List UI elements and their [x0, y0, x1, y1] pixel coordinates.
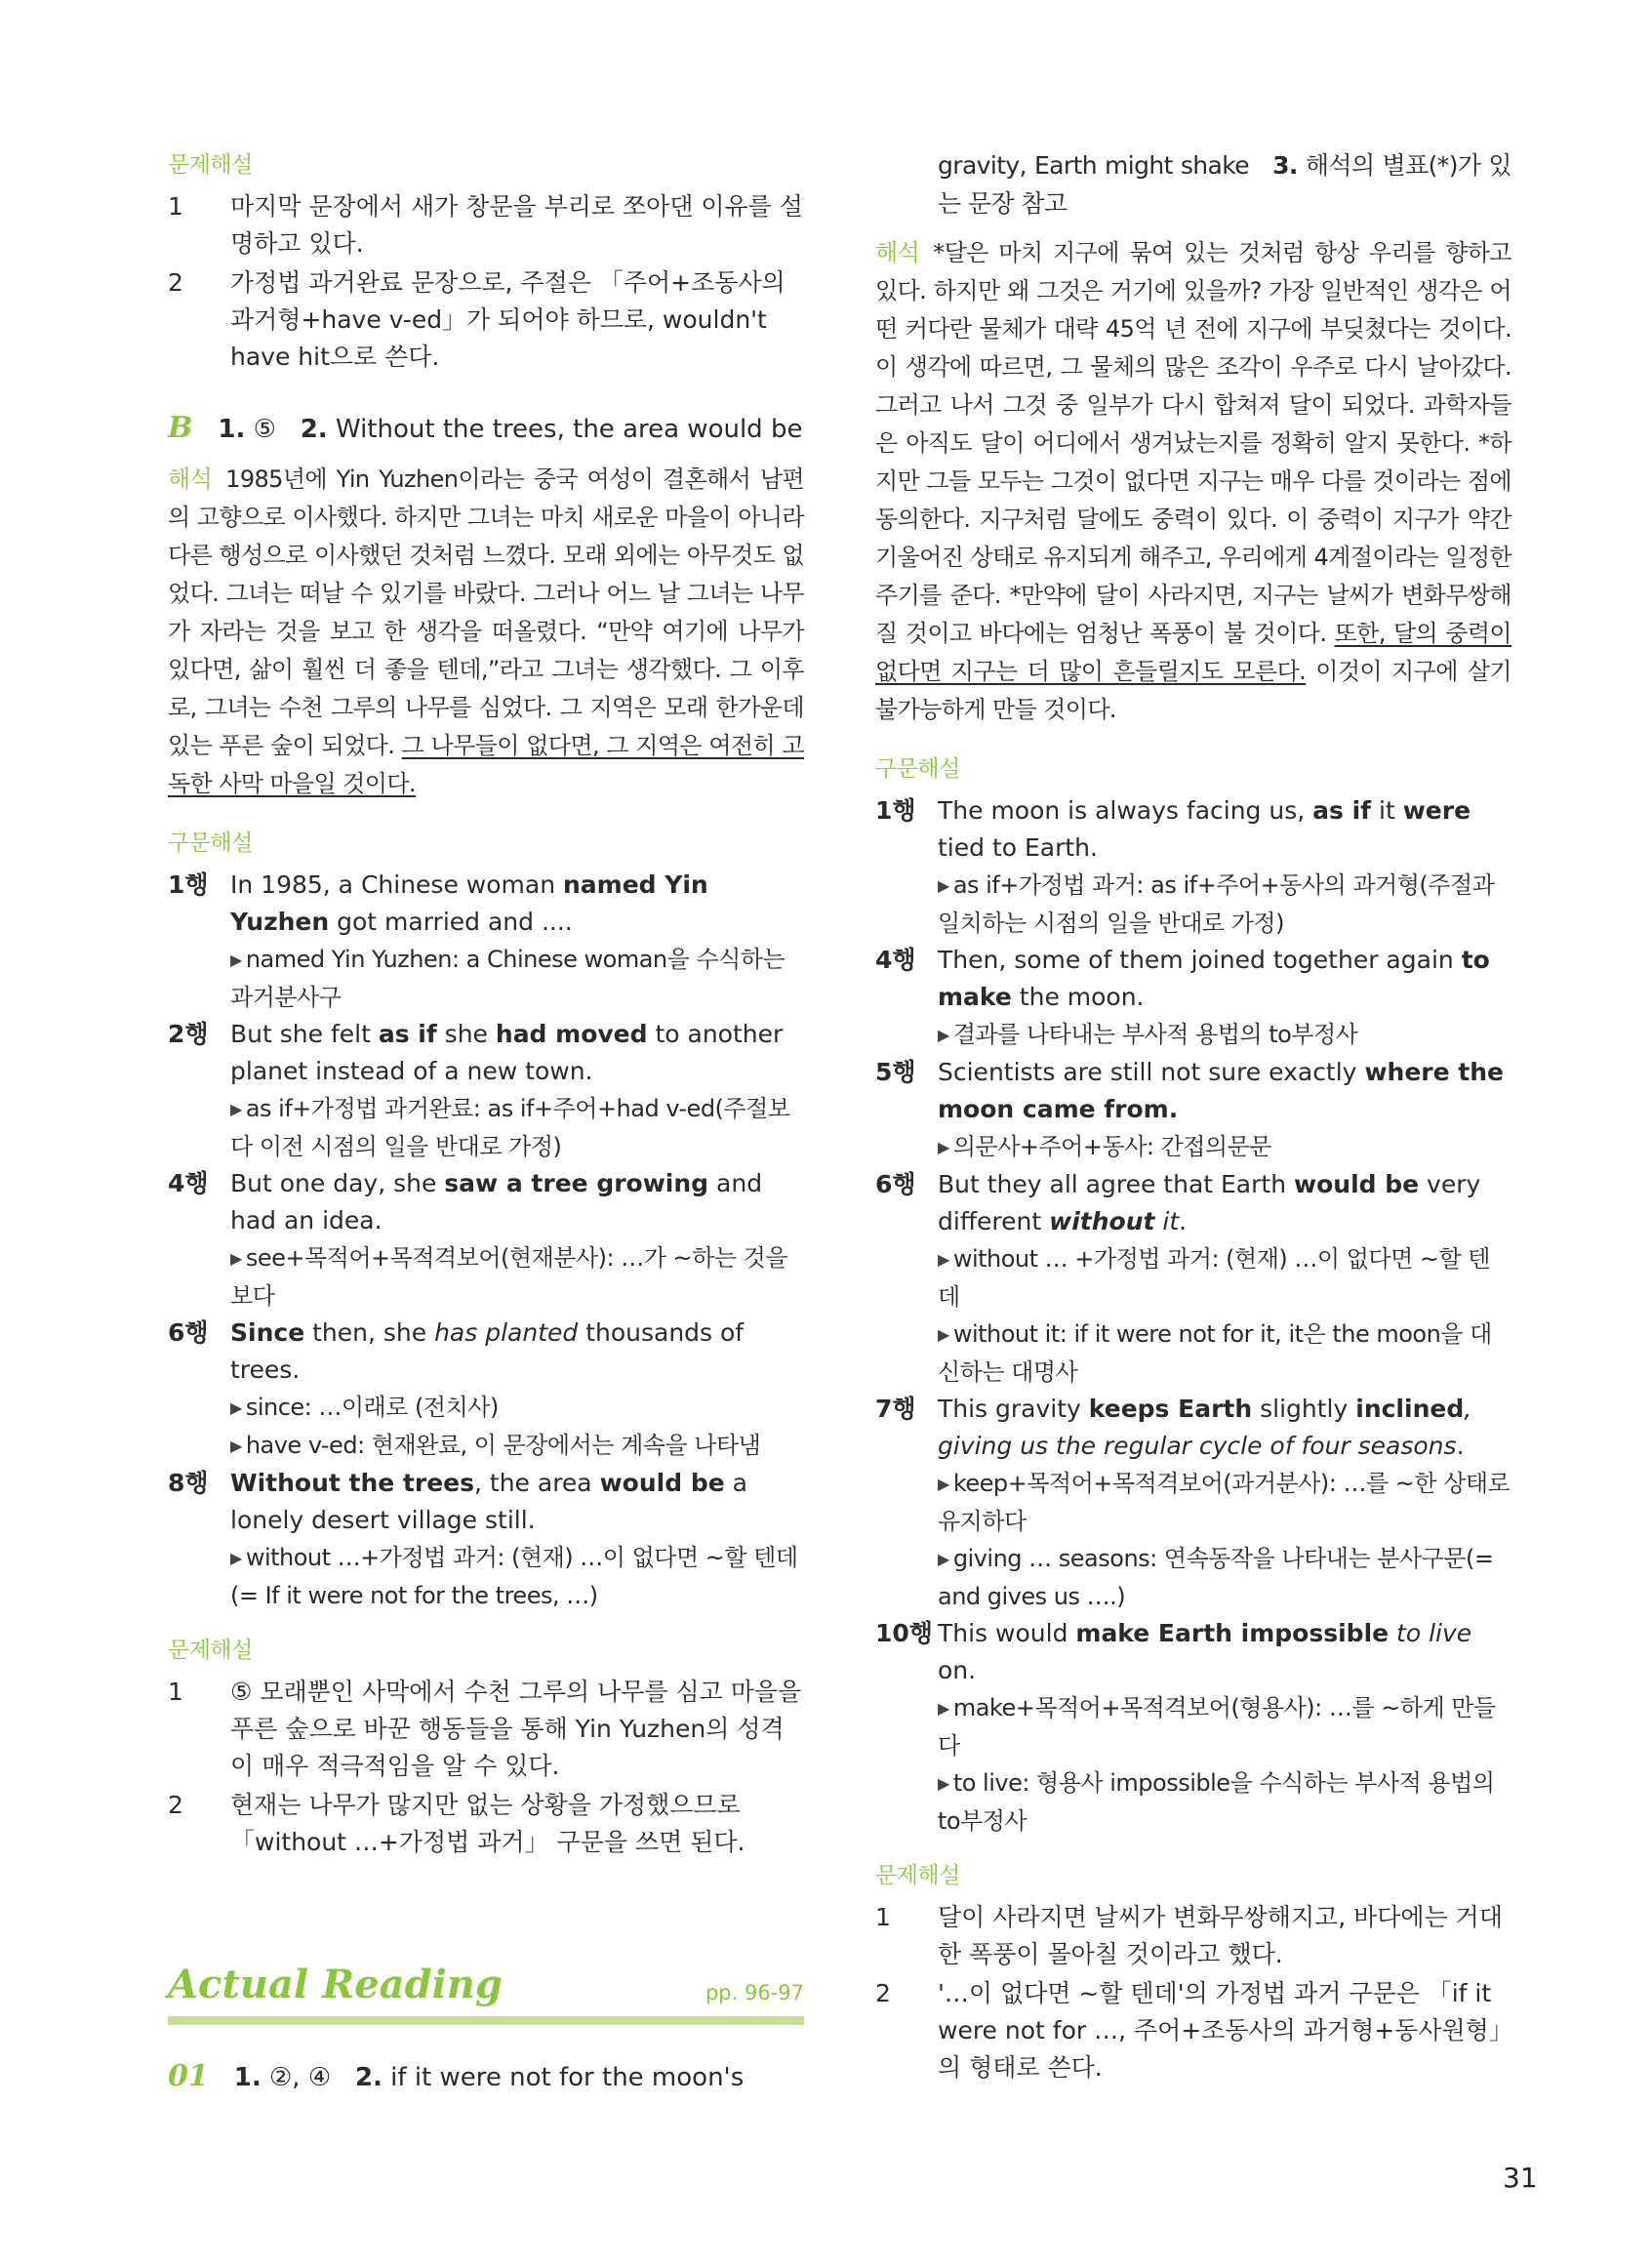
translation-label: 해석 [875, 239, 920, 266]
answer-number: 3. [1272, 151, 1298, 180]
list-item [168, 188, 804, 263]
translation-tail: 이것이 지구에 살기 불가능하게 만들 것이다. [875, 658, 1511, 723]
sentence-italic: , giving us the regular cycle of four seasons [938, 1395, 1472, 1460]
line-number: 10행 [875, 1619, 933, 1647]
section-title-problem-explanation: 문제해설 [168, 152, 253, 178]
triangle-right-icon: ▶ [938, 1138, 949, 1156]
item-text: ⑤ 모래뿐인 사막에서 수천 그루의 나무를 심고 마을을 푸른 숲으로 바꾼 행동들을 통해 Yin Yuzhen의 성격이 매우 적극적임을 알 수 있다. [230, 1678, 802, 1780]
structure-note [875, 1128, 1511, 1166]
sentence-part: very different [938, 1170, 1481, 1235]
sentence-part: tied to Earth. [938, 833, 1098, 862]
triangle-right-icon: ▶ [938, 1550, 949, 1568]
structure-sentence [168, 1016, 804, 1090]
structure-sentence [168, 1165, 804, 1239]
translation-body: *달은 마치 지구에 묶여 있는 것처럼 항상 우리를 향하고 있다. 하지만 왜 그것은 거기에 있을까? 가장 일반적인 생각은 어떤 커다란 물체가 대략 45억 년 전에 지구에 부딪쳤다는 것이다. 이 생각에 따르면, 그 물체의 많은 조각이 우주로 다시 날아갔다. 그러고 나서 그것 중 일부가 다시 합쳐져 달이 되었다. 과학자들은 아직도 달이 어디에서 생겨났는지를 정확히 알지 못한다. *하지만 그들 모두는 그것이 없다면 지구는 매우 다를 것이라는 점에 동의한다. 지구처럼 달에도 중력이 있다. 이 중력이 지구가 약간 기울어진 상태로 유지되게 해주고, 우리에게 4계절이라는 일정한 주기를 준다. *만약에 달이 사라지면, 지구는 날씨가 변화무쌍해질 것이고 바다에는 엄청난 폭풍이 불 것이다. [875, 239, 1511, 647]
sentence-bold: make Earth impossible [1075, 1619, 1390, 1647]
triangle-right-icon: ▶ [230, 1249, 242, 1268]
sentence-bold: where the moon came from. [938, 1058, 1504, 1123]
section-title-problem-explanation: 문제해설 [875, 1863, 960, 1888]
translation-underlined: 또한, 달의 중력이 없다면 지구는 더 많이 흔들릴지도 모른다. [875, 620, 1511, 685]
triangle-right-icon: ▶ [230, 1549, 242, 1567]
item-text: '…이 없다면 ~할 텐데'의 가정법 과거 구문은 「if it were not for …, 주어+조동사의 과거형+동사원형」의 형태로 쓴다. [938, 1979, 1502, 2082]
answer-text: ②, ④ [268, 2063, 332, 2092]
note-text: have v-ed: 현재완료, 이 문장에서는 계속을 나타냄 [245, 1432, 761, 1459]
answer-text: if it were not for the moon's [390, 2063, 745, 2092]
divider-bar [168, 2016, 804, 2025]
structure-note [875, 1465, 1511, 1540]
sentence-part: thousands of trees. [230, 1318, 745, 1384]
sentence-bold: keeps Earth [1088, 1395, 1253, 1423]
actual-reading-header [168, 1962, 804, 2016]
sentence-italic: has planted [434, 1318, 579, 1347]
sentence-part: This gravity [938, 1395, 1089, 1423]
sentence-bold: inclined [1355, 1395, 1465, 1423]
sentence-part: a lonely desert village still. [230, 1469, 747, 1534]
note-text: keep+목적어+목적격보어(과거분사): …를 ~한 상태로 유지하다 [938, 1470, 1511, 1535]
note-text: make+목적어+목적격보어(형용사): …를 ~하게 만들다 [938, 1694, 1496, 1760]
item-number: 1 [168, 1678, 183, 1706]
triangle-right-icon: ▶ [938, 1774, 949, 1793]
translation-underlined: 그 나무들이 없다면, 그 지역은 여전히 고독한 사막 마을일 것이다. [168, 732, 805, 797]
translation-label: 해석 [168, 466, 213, 493]
triangle-right-icon: ▶ [938, 1250, 949, 1269]
note-text: without … +가정법 과거: (현재) …이 없다면 ~할 텐데 [938, 1245, 1490, 1311]
sentence-bold: as if [378, 1020, 437, 1048]
sentence-bold: would be [1294, 1170, 1420, 1198]
sentence-part: The moon is always facing us, [938, 796, 1313, 825]
answer-continuation [875, 146, 1511, 223]
sentence-part: This would [938, 1619, 1076, 1647]
section-title-structure: 구문해설 [168, 830, 253, 856]
line-number: 2행 [168, 1020, 209, 1048]
structure-note [168, 1539, 804, 1614]
note-text: since: …이래로 (전치사) [245, 1394, 499, 1421]
sentence-bold: would be [599, 1469, 725, 1497]
note-text: 의문사+주어+동사: 간접의문문 [952, 1133, 1271, 1160]
item-number: 2 [168, 1791, 183, 1819]
sentence-italic: it [1154, 1207, 1180, 1235]
question-number: 01 [168, 2059, 209, 2093]
item-text: 현재는 나무가 많지만 없는 상황을 가정했으므로 「without …+가정법 과거」 구문을 쓰면 된다. [230, 1791, 745, 1856]
item-number: 1 [875, 1903, 891, 1931]
structure-note [168, 1090, 804, 1165]
list-item [875, 1975, 1511, 2086]
item-text: 마지막 문장에서 새가 창문을 부리로 쪼아댄 이유를 설명하고 있다. [230, 192, 803, 258]
line-number: 4행 [168, 1169, 209, 1197]
part-letter: B [168, 411, 193, 445]
translation-paragraph [875, 234, 1511, 729]
sentence-part: and had an idea. [230, 1169, 763, 1235]
triangle-right-icon: ▶ [230, 1437, 242, 1455]
sentence-part: But she felt [230, 1020, 379, 1048]
structure-sentence [168, 867, 804, 941]
structure-note [875, 1316, 1511, 1391]
sentence-bold: as if [1312, 796, 1372, 825]
translation-paragraph [168, 461, 804, 803]
structure-note [168, 1239, 804, 1315]
triangle-right-icon: ▶ [938, 1699, 949, 1718]
structure-note [875, 1016, 1511, 1054]
structure-sentence [168, 1465, 804, 1539]
translation-body: 1985년에 Yin Yuzhen이라는 중국 여성이 결혼해서 남편의 고향으로 이사했다. 하지만 그녀는 마치 새로운 마을이 아니라 다른 행성으로 이사했던 것처럼 느꼈다. 모래 외에는 아무것도 없었다. 그녀는 떠날 수 있기를 바랐다. 그러나 어느 날 그녀는 나무가 자라는 것을 보고 한 생각을 떠올렸다. “만약 여기에 나무가 있다면, 삶이 훨씬 더 좋을 텐데,”라고 그녀는 생각했다. 그 이후로, 그녀는 수천 그루의 나무를 심었다. 그 지역은 모래 한가운데 있는 푸른 숲이 되었다. [168, 466, 804, 759]
line-number: 4행 [875, 946, 916, 974]
answer-text: 해석의 별표(*)가 있는 문장 참고 [938, 151, 1511, 218]
sentence-part: slightly [1252, 1395, 1356, 1423]
line-number: 8행 [168, 1469, 209, 1497]
structure-note [875, 867, 1511, 942]
answer-number: 2. [354, 2063, 383, 2092]
structure-sentence [875, 942, 1511, 1016]
item-number: 2 [168, 268, 183, 297]
sentence-part: got married and .... [329, 908, 573, 936]
triangle-right-icon: ▶ [938, 1475, 949, 1493]
answer-text: ⑤ [253, 415, 276, 444]
structure-sentence [168, 1315, 804, 1389]
structure-sentence [875, 1615, 1511, 1689]
list-item [168, 1787, 804, 1861]
sentence-part: then, she [304, 1318, 435, 1347]
note-text: without it: if it were not for it, it은 the moon을 대신하는 대명사 [938, 1320, 1492, 1386]
sentence-part: , the area [474, 1469, 600, 1497]
sentence-bold: named Yin Yuzhen [230, 870, 708, 936]
sentence-bold: had moved [495, 1020, 648, 1048]
sentence-bold: Since [230, 1318, 305, 1347]
sentence-part: she [436, 1020, 496, 1048]
triangle-right-icon: ▶ [230, 1100, 242, 1118]
sentence-part: Scientists are still not sure exactly [938, 1058, 1365, 1086]
structure-sentence: 7행 This gravity keeps Earth slightly inclined, giving us the regular cycle of four seasons. [875, 1391, 1511, 1465]
right-column [875, 146, 1511, 2088]
structure-note [875, 1689, 1511, 1764]
sentence-part: But they all agree that Earth [938, 1170, 1295, 1198]
note-text: as if+가정법 과거: as if+주어+동사의 과거형(주절과 일치하는 시점의 일을 반대로 가정) [938, 871, 1495, 937]
structure-sentence [875, 1166, 1511, 1240]
note-text: to live: 형용사 impossible을 수식하는 부사적 용법의 to부정사 [938, 1769, 1495, 1835]
line-number: 7행 [875, 1395, 916, 1423]
page-range: pp. 96-97 [705, 1981, 804, 2004]
answer-number: 1. [218, 415, 246, 444]
structure-sentence [875, 1054, 1511, 1128]
note-text: without …+가정법 과거: (현재) …이 없다면 ~할 텐데(= If it were not for the trees, …) [230, 1544, 798, 1609]
sentence-bold: Without the trees [230, 1469, 474, 1497]
answer-text: gravity, Earth might shake [938, 151, 1250, 180]
structure-sentence [875, 792, 1511, 867]
note-text: 결과를 나타내는 부사적 용법의 to부정사 [952, 1021, 1358, 1048]
sentence-bold-italic: without [1049, 1207, 1155, 1235]
answer-number: 2. [300, 415, 328, 444]
sentence-part: . [1179, 1207, 1188, 1235]
section-title-problem-explanation: 문제해설 [168, 1638, 253, 1663]
actual-reading-title: Actual Reading [168, 1962, 503, 2007]
sentence-part: on. [938, 1656, 977, 1684]
note-text: see+목적어+목적격보어(현재분사): …가 ~하는 것을 보다 [230, 1244, 788, 1310]
sentence-italic: to live [1389, 1619, 1472, 1647]
sentence-bold: saw a tree growing [444, 1169, 709, 1197]
triangle-right-icon: ▶ [938, 1325, 949, 1344]
sentence-bold: to make [938, 946, 1490, 1011]
answer-number: 1. [233, 2063, 262, 2092]
list-item [875, 1899, 1511, 1973]
structure-note [875, 1764, 1511, 1840]
triangle-right-icon: ▶ [230, 951, 242, 969]
triangle-right-icon: ▶ [938, 876, 949, 895]
structure-note [875, 1240, 1511, 1316]
section-title-structure: 구문해설 [875, 756, 960, 782]
line-number: 6행 [168, 1318, 209, 1347]
structure-note [168, 1427, 804, 1465]
note-text: as if+가정법 과거완료: as if+주어+had v-ed(주절보다 이전 시점의 일을 반대로 가정) [230, 1095, 790, 1160]
note-text: giving … seasons: 연속동작을 나타내는 분사구문(= and gives us ….) [938, 1545, 1494, 1610]
line-number: 6행 [875, 1170, 916, 1198]
structure-note [168, 941, 804, 1016]
sentence-part: to another planet instead of a new town. [230, 1020, 784, 1085]
sentence-part: the moon. [1011, 983, 1145, 1011]
page-number: 31 [1503, 2162, 1538, 2194]
sentence-part: But one day, she [230, 1169, 445, 1197]
note-text: named Yin Yuzhen: a Chinese woman을 수식하는 과거분사구 [230, 946, 786, 1011]
item-number: 2 [875, 1979, 891, 2007]
actual-reading-answers [168, 2057, 851, 2097]
triangle-right-icon: ▶ [230, 1398, 242, 1417]
triangle-right-icon: ▶ [938, 1026, 949, 1044]
list-item [168, 1674, 804, 1785]
line-number: 1행 [168, 870, 209, 899]
list-item [168, 264, 804, 376]
item-text: 가정법 과거완료 문장으로, 주절은 「주어+조동사의 과거형+have v-ed」가 되어야 하므로, wouldn't have hit으로 쓴다. [230, 268, 786, 371]
item-text: 달이 사라지면 날씨가 변화무쌍해지고, 바다에는 거대한 폭풍이 몰아칠 것이라고 했다. [938, 1903, 1503, 1968]
line-number: 1행 [875, 796, 916, 825]
line-number: 5행 [875, 1058, 916, 1086]
item-number: 1 [168, 192, 183, 221]
part-b-answers [168, 409, 804, 449]
structure-note [168, 1389, 804, 1427]
sentence-part: Then, some of them joined together again [938, 946, 1462, 974]
sentence-part: In 1985, a Chinese woman [230, 870, 563, 899]
structure-note [875, 1540, 1511, 1615]
sentence-bold: were [1402, 796, 1471, 825]
answer-text: Without the trees, the area would be [335, 415, 803, 444]
left-column [168, 146, 804, 1863]
sentence-part: it [1371, 796, 1403, 825]
